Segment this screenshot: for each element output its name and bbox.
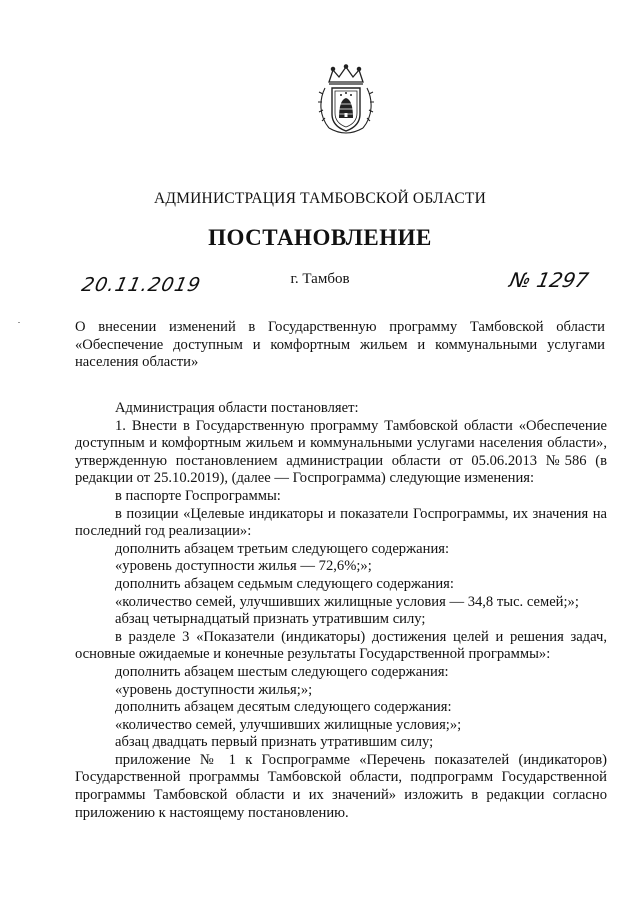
paragraph: абзац четырнадцатый признать утратившим силу;	[115, 611, 426, 628]
paragraph: приложение № 1 к Госпрограмме «Перечень показателей (индикаторов) Государственной программы Тамбовской области, подпрограмм Государственной программы Тамбовской области и их значений» изложить в редакции согласно приложению к настоящему постановлению.	[75, 751, 607, 821]
document-type: ПОСТАНОВЛЕНИЕ	[208, 225, 432, 250]
paragraph: дополнить абзацем седьмым следующего содержания:	[115, 575, 454, 592]
paragraph: в позиции «Целевые индикаторы и показатели Госпрограммы, их значения на последний год реализации»:	[75, 505, 607, 540]
paragraph: в разделе 3 «Показатели (индикаторы) достижения целей и решения задач, основные ожидаемые и конечные результаты Государственной программы»:	[75, 628, 607, 663]
paragraph: «количество семей, улучшивших жилищные условия — 34,8 тыс. семей;»;	[115, 593, 579, 610]
document-subject: О внесении изменений в Государственную программу Тамбовской области «Обеспечение доступным и комфортным жильем и коммунальными услугами населения области»	[75, 319, 605, 370]
paragraph: дополнить абзацем шестым следующего содержания:	[115, 663, 449, 680]
document-date: 20.11.2019	[79, 274, 204, 296]
paragraph: «уровень доступности жилья — 72,6%;»;	[115, 558, 372, 575]
paragraph: Администрация области постановляет:	[115, 400, 359, 416]
margin-mark	[18, 322, 20, 323]
paragraph: дополнить абзацем десятым следующего содержания:	[115, 699, 452, 716]
paragraph: в паспорте Госпрограммы:	[115, 487, 281, 504]
paragraph: абзац двадцать первый признать утратившим силу;	[115, 734, 434, 751]
paragraph: дополнить абзацем третьим следующего содержания:	[115, 540, 450, 557]
document-body	[75, 400, 607, 822]
document-number: № 1297	[507, 268, 591, 292]
paragraph: «уровень доступности жилья;»;	[115, 681, 313, 698]
paragraph: «количество семей, улучшивших жилищные условия;»;	[115, 716, 462, 733]
organization-name: АДМИНИСТРАЦИЯ ТАМБОВСКОЙ ОБЛАСТИ	[154, 190, 486, 207]
coat-of-arms-icon	[317, 64, 375, 138]
document-city: г. Тамбов	[290, 271, 350, 287]
paragraph: 1. Внести в Государственную программу Тамбовской области «Обеспечение доступным и комфортным жильем и коммунальными услугами населения области», утвержденную постановлением администрации области от 05.06.2013 №586 (в редакции от 25.10.2019), (далее — Госпрограмма) следующие изменения:	[75, 417, 607, 487]
